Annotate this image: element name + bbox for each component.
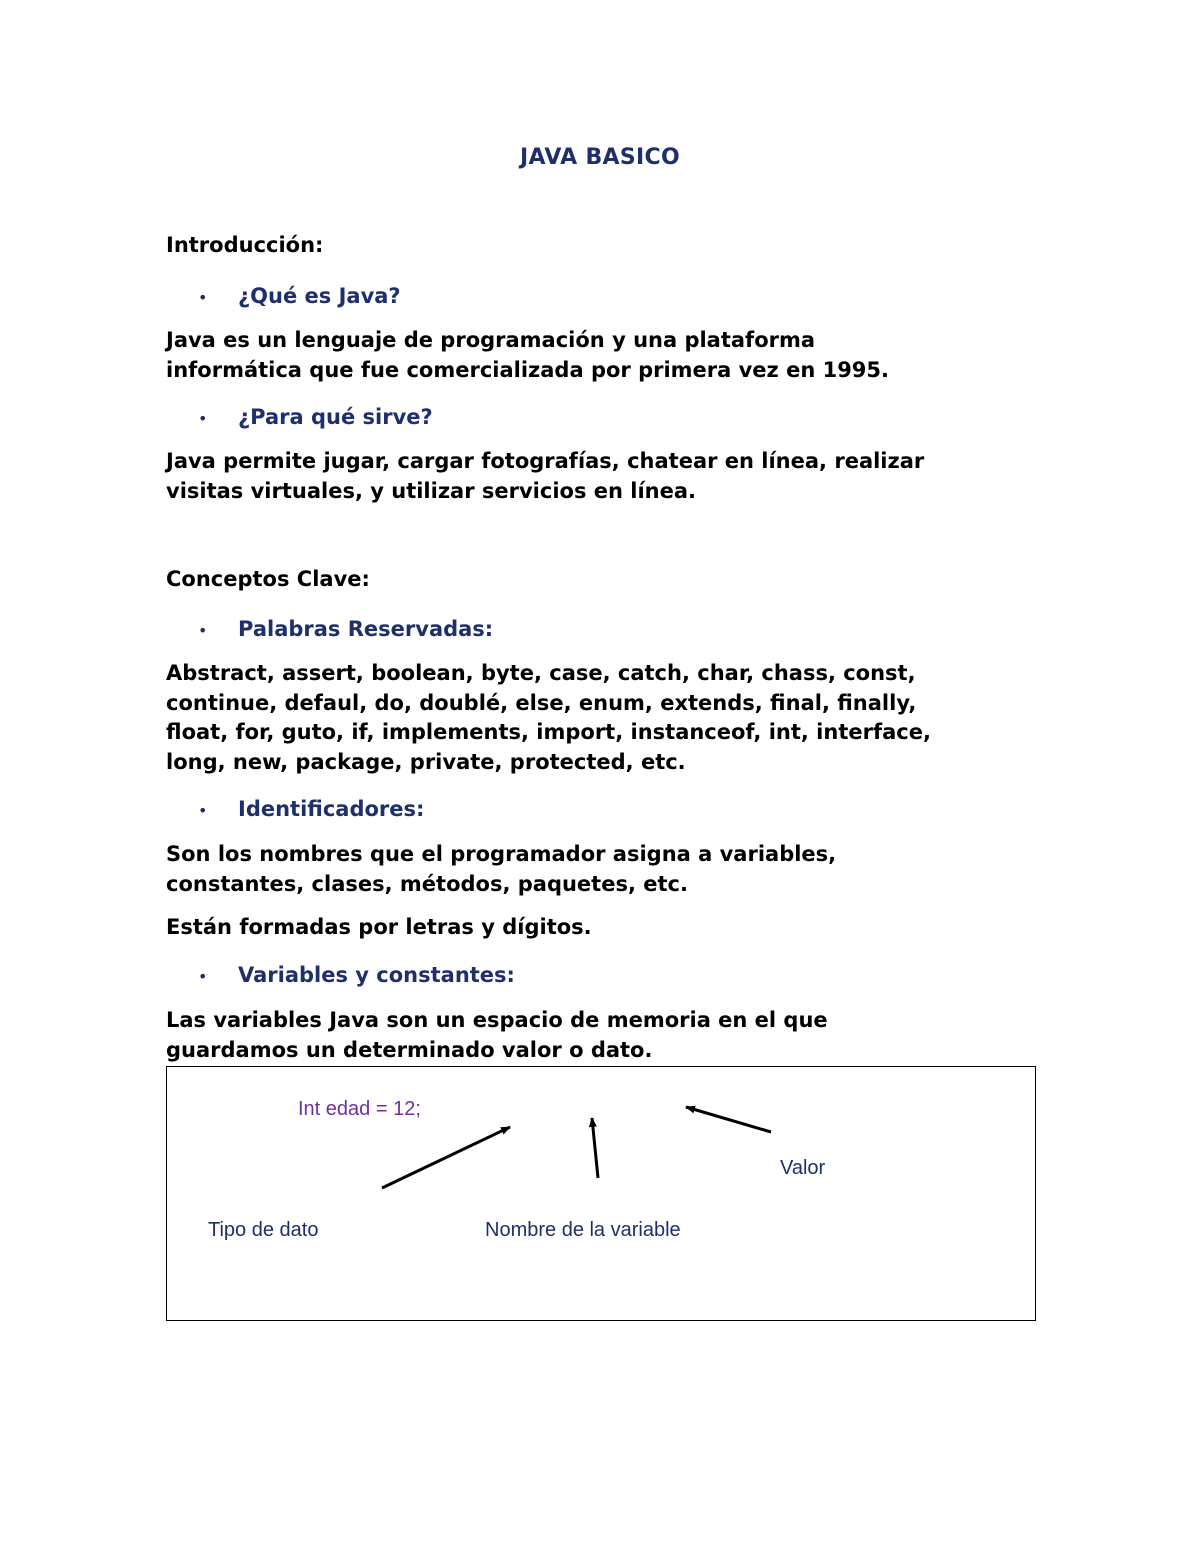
- variables-paragraph: Las variables Java son un espacio de memoria en el que guardamos un determinado valor o dato.: [166, 1008, 828, 1062]
- bullet-identifiers: [198, 797, 424, 821]
- bullet-label: Identificadores:: [238, 797, 425, 821]
- reserved-words-paragraph: Abstract, assert, boolean, byte, case, catch, char, chass, const, continue, defaul, do, doublé, else, enum, extends, final, finally, float, for, guto, if, implements, import, instanceof, int, interface, long, new, package, private, protected, etc.: [166, 661, 931, 774]
- bullet-label: ¿Para qué sirve?: [238, 405, 433, 429]
- what-for-paragraph: Java permite jugar, cargar fotografías, chatear en línea, realizar visitas virtuales, y utilizar servicios en línea.: [166, 449, 925, 503]
- identifiers-paragraph-2: Están formadas por letras y dígitos.: [166, 915, 592, 939]
- what-is-java-paragraph: Java es un lenguaje de programación y una plataforma informática que fue comercializada por primera vez en 1995.: [166, 328, 890, 382]
- bullet-icon: •: [198, 288, 208, 307]
- concepts-heading: Conceptos Clave:: [166, 567, 370, 591]
- label-variable-name: Nombre de la variable: [485, 1219, 681, 1241]
- bullet-icon: •: [198, 801, 208, 820]
- label-data-type: Tipo de dato: [208, 1219, 319, 1241]
- code-example: Int edad = 12;: [298, 1098, 421, 1120]
- variable-diagram-box: [166, 1066, 1036, 1321]
- bullet-what-for: [198, 405, 433, 429]
- bullet-what-is-java: [198, 284, 401, 308]
- bullet-label: Palabras Reservadas:: [238, 617, 494, 641]
- identifiers-paragraph: Son los nombres que el programador asigna a variables, constantes, clases, métodos, paquetes, etc.: [166, 842, 837, 896]
- bullet-reserved-words: [198, 617, 493, 641]
- bullet-label: Variables y constantes:: [238, 963, 515, 987]
- label-value: Valor: [780, 1157, 826, 1179]
- document-title: JAVA BASICO: [520, 145, 680, 170]
- bullet-icon: •: [198, 621, 208, 640]
- bullet-variables: [198, 963, 515, 987]
- intro-heading: Introducción:: [166, 233, 324, 257]
- bullet-icon: •: [198, 967, 208, 986]
- bullet-label: ¿Qué es Java?: [238, 284, 401, 308]
- bullet-icon: •: [198, 409, 208, 428]
